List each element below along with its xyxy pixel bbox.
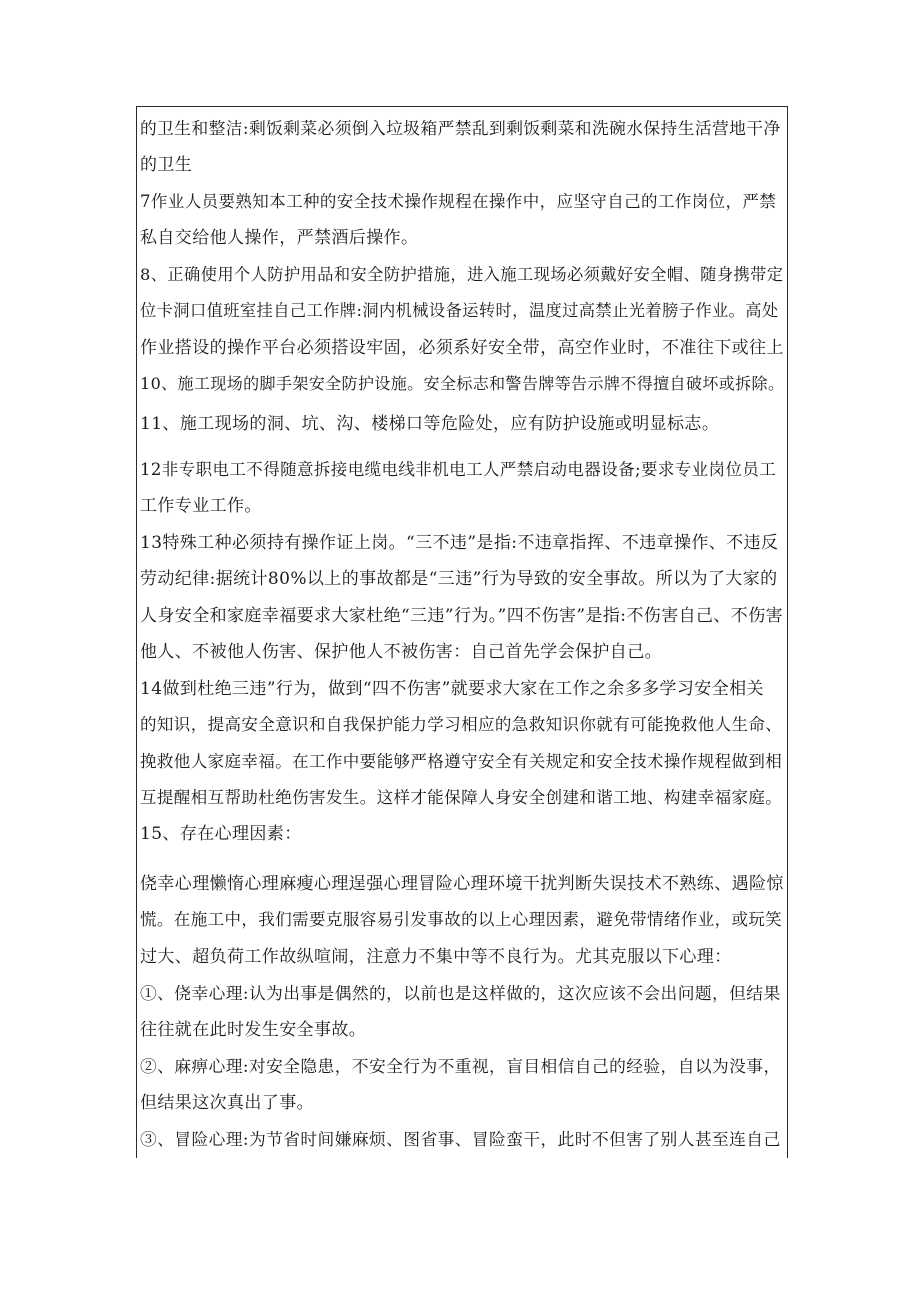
text-line: 的知识，提高安全意识和自我保护能力学习相应的急救知识你就有可能挽救他人生命、	[140, 715, 783, 734]
text-line: 慌。在施工中，我们需要克服容易引发事故的以上心理因素，避免带情绪作业，或玩笑	[140, 910, 783, 929]
text-line: 作业搭设的操作平台必须搭设牢固，必须系好安全带，高空作业时，不准往下或往上	[140, 338, 784, 358]
text-line: 私自交给他人操作，严禁酒后操作。	[140, 228, 419, 248]
text-line: 位卡洞口值班室挂自己工作牌:洞内机械设备运转时，温度过高禁止光着膀子作业。高处	[140, 301, 779, 320]
text-line: 工作专业工作。	[140, 496, 262, 516]
text-line: 挽救他人家庭幸福。在工作中要能够严格遵守安全有关规定和安全技术操作规程做到相	[140, 752, 783, 771]
text-line: 11、施工现场的洞、坑、沟、楼梯口等危险处，应有防护设施或明显标志。	[140, 414, 720, 434]
text-line: 往往就在此时发生安全事故。	[140, 1020, 367, 1040]
text-line: 8、正确使用个人防护用品和安全防护措施，进入施工现场必须戴好安全帽、随身携带定	[140, 265, 784, 284]
text-line: ①、侥幸心理:认为出事是偶然的，以前也是这样做的，这次应该不会出问题，但结果	[140, 983, 781, 1003]
text-line: ②、麻痹心理:对安全隐患，不安全行为不重视，盲目相信自己的经验，自以为没事，	[140, 1056, 781, 1076]
text-line: 10、施工现场的脚手架安全防护设施。安全标志和警告牌等告示牌不得擅自破坏或拆除。	[140, 374, 785, 393]
text-line: 侥幸心理懒惰心理麻瘦心理逞强心理冒险心理环境干扰判断失误技术不熟练、遇险惊	[140, 874, 784, 894]
text-line: 14做到杜绝三违”行为，做到“四不伤害”就要求大家在工作之余多多学习安全相关	[140, 679, 764, 699]
text-line: 人身安全和家庭幸福要求大家杜绝“三违”行为。”四不伤害”是指:不伤害自己、不伤害	[140, 606, 783, 626]
text-line: 7作业人员要熟知本工种的安全技术操作规程在操作中，应坚守自己的工作岗位，严禁	[140, 192, 777, 211]
text-line: 15、存在心理因素：	[140, 824, 302, 844]
text-line: 劳动纪律:据统计80%以上的事故都是“三违”行为导致的安全事故。所以为了大家的	[140, 569, 778, 589]
text-line: 他人、不被他人伤害、保护他人不被伤害：自己首先学会保护自己。	[140, 642, 662, 662]
text-line: 12非专职电工不得随意拆接电缆电线非机电工人严禁启动电器设备;要求专业岗位员工	[140, 460, 777, 479]
text-line: 互提醒相互帮助杜绝伤害发生。这样才能保障人身安全创建和谐工地、构建幸福家庭。	[140, 788, 783, 807]
text-line: 的卫生	[140, 155, 193, 175]
text-line: 但结果这次真出了事。	[140, 1093, 314, 1113]
document-body	[138, 106, 786, 1158]
text-line: 过大、超负荷工作故纵喧闹，注意力不集中等不良行为。尤其克服以下心理：	[140, 947, 732, 967]
text-line: ③、冒险心理:为节省时间嫌麻烦、图省事、冒险蛮干，此时不但害了别人甚至连自己	[140, 1129, 781, 1149]
text-line: 13特殊工种必须持有操作证上岗。“三不违”是指:不违章指挥、不违章操作、不违反	[140, 533, 779, 553]
text-line: 的卫生和整洁:剩饭剩菜必须倒入垃圾箱严禁乱到剩饭剩菜和洗碗水保持生活营地干净	[140, 118, 781, 138]
